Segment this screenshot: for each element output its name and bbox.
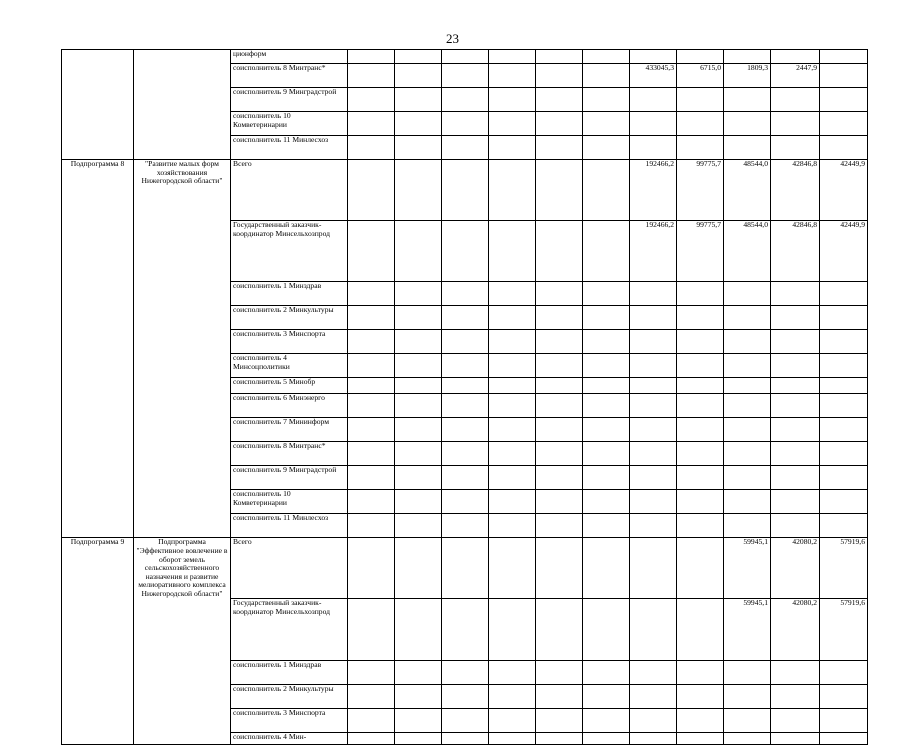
value-cell	[771, 684, 820, 708]
value-cell	[630, 394, 677, 418]
value-cell	[583, 684, 630, 708]
executor-cell: соисполнитель 7 Мининформ	[231, 418, 348, 442]
value-cell	[395, 684, 442, 708]
value-cell	[724, 514, 771, 538]
value-cell	[771, 732, 820, 744]
value-cell	[348, 599, 395, 660]
value-cell	[583, 466, 630, 490]
value-cell	[536, 306, 583, 330]
value-cell	[630, 88, 677, 112]
value-cell	[489, 354, 536, 378]
value-cell	[630, 50, 677, 64]
value-cell	[395, 221, 442, 282]
value-cell	[630, 538, 677, 599]
value-cell	[820, 88, 868, 112]
value-cell	[489, 732, 536, 744]
value-cell: 1809,3	[724, 64, 771, 88]
value-cell	[630, 354, 677, 378]
value-cell	[724, 660, 771, 684]
value-cell	[395, 660, 442, 684]
value-cell	[442, 599, 489, 660]
executor-cell: соисполнитель 9 Минградстрой	[231, 466, 348, 490]
executor-cell: соисполнитель 3 Минспорта	[231, 708, 348, 732]
budget-table	[61, 49, 868, 745]
value-cell	[395, 514, 442, 538]
value-cell	[771, 50, 820, 64]
value-cell	[536, 354, 583, 378]
value-cell	[583, 306, 630, 330]
executor-cell: соисполнитель 1 Минздрав	[231, 282, 348, 306]
value-cell	[536, 442, 583, 466]
value-cell	[820, 514, 868, 538]
value-cell	[348, 394, 395, 418]
value-cell	[489, 418, 536, 442]
value-cell	[677, 684, 724, 708]
value-cell	[442, 708, 489, 732]
value-cell	[677, 136, 724, 160]
value-cell	[442, 50, 489, 64]
value-cell	[536, 378, 583, 394]
value-cell	[583, 599, 630, 660]
value-cell	[724, 394, 771, 418]
executor-cell: Всего	[231, 538, 348, 599]
value-cell	[677, 418, 724, 442]
value-cell	[489, 684, 536, 708]
value-cell	[820, 136, 868, 160]
value-cell	[489, 136, 536, 160]
value-cell	[536, 282, 583, 306]
value-cell	[536, 112, 583, 136]
value-cell	[771, 708, 820, 732]
value-cell	[630, 599, 677, 660]
value-cell	[677, 88, 724, 112]
value-cell	[348, 306, 395, 330]
value-cell	[724, 282, 771, 306]
value-cell	[630, 466, 677, 490]
value-cell	[630, 136, 677, 160]
value-cell	[395, 490, 442, 514]
value-cell	[630, 442, 677, 466]
value-cell	[536, 466, 583, 490]
value-cell	[771, 442, 820, 466]
table-row	[62, 50, 868, 64]
value-cell	[677, 514, 724, 538]
value-cell	[536, 160, 583, 221]
value-cell	[630, 418, 677, 442]
value-cell	[442, 306, 489, 330]
value-cell: 48544,0	[724, 221, 771, 282]
value-cell	[442, 442, 489, 466]
value-cell: 99775,7	[677, 221, 724, 282]
value-cell	[395, 112, 442, 136]
value-cell	[348, 330, 395, 354]
page-number: 23	[446, 31, 459, 46]
value-cell: 192466,2	[630, 221, 677, 282]
value-cell	[395, 378, 442, 394]
value-cell: 42080,2	[771, 538, 820, 599]
value-cell	[724, 136, 771, 160]
value-cell	[583, 64, 630, 88]
value-cell	[442, 732, 489, 744]
value-cell	[536, 221, 583, 282]
value-cell	[677, 490, 724, 514]
value-cell	[820, 732, 868, 744]
subprogram-cell: Подпрограмма 9	[62, 538, 134, 744]
value-cell	[771, 88, 820, 112]
executor-cell: соисполнитель 1 Минздрав	[231, 660, 348, 684]
value-cell	[724, 442, 771, 466]
value-cell	[489, 50, 536, 64]
value-cell	[820, 50, 868, 64]
value-cell: 42846,8	[771, 221, 820, 282]
value-cell	[348, 354, 395, 378]
value-cell: 59945,1	[724, 538, 771, 599]
value-cell	[442, 330, 489, 354]
value-cell	[771, 378, 820, 394]
value-cell	[820, 418, 868, 442]
value-cell: 42449,9	[820, 160, 868, 221]
value-cell	[489, 160, 536, 221]
value-cell	[395, 306, 442, 330]
value-cell	[630, 490, 677, 514]
subprogram-name-cell: "Развитие малых форм хозяйствования Нижегородской области"	[134, 160, 231, 538]
value-cell	[348, 64, 395, 88]
value-cell	[489, 394, 536, 418]
value-cell	[820, 660, 868, 684]
value-cell	[536, 418, 583, 442]
value-cell	[489, 64, 536, 88]
value-cell: 57919,6	[820, 538, 868, 599]
value-cell	[489, 306, 536, 330]
value-cell	[442, 538, 489, 599]
value-cell: 99775,7	[677, 160, 724, 221]
value-cell	[489, 442, 536, 466]
value-cell	[771, 330, 820, 354]
subprogram-cell: Подпрограмма 8	[62, 160, 134, 538]
executor-cell: соисполнитель 5 Минобр	[231, 378, 348, 394]
value-cell	[771, 660, 820, 684]
value-cell	[442, 378, 489, 394]
value-cell	[583, 330, 630, 354]
value-cell	[536, 88, 583, 112]
value-cell	[677, 708, 724, 732]
value-cell	[348, 50, 395, 64]
value-cell	[630, 330, 677, 354]
value-cell	[820, 708, 868, 732]
value-cell	[348, 708, 395, 732]
value-cell	[583, 354, 630, 378]
executor-cell: соисполнитель 2 Минкультуры	[231, 306, 348, 330]
value-cell	[442, 354, 489, 378]
value-cell	[630, 306, 677, 330]
subprogram-cell	[62, 50, 134, 160]
value-cell	[583, 112, 630, 136]
value-cell	[348, 514, 395, 538]
value-cell	[536, 599, 583, 660]
value-cell	[442, 221, 489, 282]
value-cell	[583, 418, 630, 442]
value-cell	[442, 64, 489, 88]
value-cell	[489, 599, 536, 660]
value-cell	[820, 684, 868, 708]
value-cell	[583, 221, 630, 282]
value-cell	[724, 112, 771, 136]
value-cell	[348, 732, 395, 744]
value-cell	[395, 330, 442, 354]
executor-cell: соисполнитель 11 Минлесхоз	[231, 136, 348, 160]
value-cell	[489, 660, 536, 684]
value-cell	[677, 354, 724, 378]
value-cell	[583, 442, 630, 466]
value-cell	[348, 88, 395, 112]
value-cell	[724, 490, 771, 514]
value-cell	[677, 660, 724, 684]
value-cell	[677, 282, 724, 306]
value-cell	[820, 282, 868, 306]
value-cell	[677, 306, 724, 330]
value-cell	[583, 732, 630, 744]
value-cell	[348, 378, 395, 394]
value-cell	[395, 160, 442, 221]
value-cell	[395, 442, 442, 466]
executor-cell: соисполнитель 9 Минградстрой	[231, 88, 348, 112]
value-cell	[489, 378, 536, 394]
value-cell	[489, 490, 536, 514]
value-cell	[348, 282, 395, 306]
value-cell	[724, 88, 771, 112]
value-cell	[724, 732, 771, 744]
value-cell	[489, 538, 536, 599]
value-cell: 42080,2	[771, 599, 820, 660]
value-cell	[630, 684, 677, 708]
value-cell: 42449,9	[820, 221, 868, 282]
value-cell	[442, 282, 489, 306]
executor-cell: соисполнитель 8 Минтранс*	[231, 64, 348, 88]
executor-cell: ционформ	[231, 50, 348, 64]
value-cell	[771, 282, 820, 306]
value-cell	[677, 599, 724, 660]
value-cell	[489, 221, 536, 282]
value-cell	[583, 660, 630, 684]
value-cell	[395, 64, 442, 88]
subprogram-name-cell	[134, 50, 231, 160]
value-cell	[583, 708, 630, 732]
value-cell	[583, 88, 630, 112]
value-cell	[820, 64, 868, 88]
value-cell	[677, 466, 724, 490]
value-cell	[724, 418, 771, 442]
value-cell	[442, 660, 489, 684]
value-cell	[489, 514, 536, 538]
value-cell	[536, 136, 583, 160]
value-cell	[724, 50, 771, 64]
value-cell	[630, 660, 677, 684]
executor-cell: Всего	[231, 160, 348, 221]
value-cell	[536, 708, 583, 732]
value-cell	[348, 136, 395, 160]
value-cell	[677, 442, 724, 466]
value-cell	[583, 136, 630, 160]
value-cell	[442, 136, 489, 160]
value-cell	[820, 354, 868, 378]
value-cell	[536, 330, 583, 354]
value-cell	[348, 442, 395, 466]
value-cell: 42846,8	[771, 160, 820, 221]
value-cell: 59945,1	[724, 599, 771, 660]
value-cell	[820, 394, 868, 418]
executor-cell: соисполнитель 11 Минлесхоз	[231, 514, 348, 538]
value-cell	[820, 378, 868, 394]
value-cell	[536, 64, 583, 88]
value-cell	[348, 160, 395, 221]
value-cell	[724, 378, 771, 394]
executor-cell: соисполнитель 2 Минкультуры	[231, 684, 348, 708]
value-cell	[442, 160, 489, 221]
value-cell	[395, 354, 442, 378]
value-cell	[583, 378, 630, 394]
value-cell	[677, 330, 724, 354]
value-cell	[771, 136, 820, 160]
value-cell	[583, 160, 630, 221]
value-cell	[442, 514, 489, 538]
value-cell	[395, 708, 442, 732]
value-cell	[771, 490, 820, 514]
value-cell	[395, 538, 442, 599]
value-cell	[771, 418, 820, 442]
executor-cell: Государственный заказчик-координатор Минсельхозпрод	[231, 599, 348, 660]
value-cell	[442, 466, 489, 490]
value-cell	[489, 282, 536, 306]
value-cell	[630, 732, 677, 744]
value-cell	[489, 708, 536, 732]
value-cell	[820, 490, 868, 514]
value-cell	[395, 50, 442, 64]
value-cell	[536, 732, 583, 744]
executor-cell: соисполнитель 4 Мин-	[231, 732, 348, 744]
value-cell: 2447,9	[771, 64, 820, 88]
value-cell	[583, 394, 630, 418]
value-cell	[489, 330, 536, 354]
value-cell	[583, 282, 630, 306]
value-cell	[677, 112, 724, 136]
value-cell	[820, 466, 868, 490]
value-cell	[395, 88, 442, 112]
value-cell	[442, 490, 489, 514]
value-cell	[771, 394, 820, 418]
value-cell	[536, 660, 583, 684]
executor-cell: соисполнитель 8 Минтранс*	[231, 442, 348, 466]
value-cell	[677, 732, 724, 744]
value-cell	[395, 136, 442, 160]
executor-cell: соисполнитель 10 Комветеринарии	[231, 490, 348, 514]
value-cell	[536, 394, 583, 418]
table-row	[62, 538, 868, 599]
value-cell	[442, 418, 489, 442]
value-cell	[771, 514, 820, 538]
value-cell	[677, 538, 724, 599]
value-cell	[820, 442, 868, 466]
value-cell: 48544,0	[724, 160, 771, 221]
value-cell	[536, 514, 583, 538]
value-cell	[677, 50, 724, 64]
value-cell	[771, 354, 820, 378]
value-cell	[489, 88, 536, 112]
value-cell	[489, 466, 536, 490]
value-cell	[630, 378, 677, 394]
value-cell	[536, 50, 583, 64]
value-cell	[724, 330, 771, 354]
value-cell	[442, 88, 489, 112]
value-cell: 6715,0	[677, 64, 724, 88]
value-cell	[583, 490, 630, 514]
value-cell	[348, 684, 395, 708]
value-cell	[820, 330, 868, 354]
value-cell	[771, 306, 820, 330]
subprogram-name-cell: Подпрограмма "Эффективное вовлечение в оборот земель сельскохозяйственного назначения и развитие мелиоративного комплекса Нижегородской области"	[134, 538, 231, 744]
value-cell	[724, 306, 771, 330]
value-cell	[724, 466, 771, 490]
value-cell	[536, 684, 583, 708]
value-cell	[442, 684, 489, 708]
value-cell	[489, 112, 536, 136]
value-cell	[442, 394, 489, 418]
value-cell	[395, 394, 442, 418]
value-cell	[395, 418, 442, 442]
value-cell	[536, 490, 583, 514]
value-cell	[395, 282, 442, 306]
value-cell	[724, 354, 771, 378]
value-cell	[348, 538, 395, 599]
executor-cell: соисполнитель 3 Минспорта	[231, 330, 348, 354]
value-cell	[395, 732, 442, 744]
value-cell	[395, 599, 442, 660]
value-cell	[820, 306, 868, 330]
value-cell	[630, 282, 677, 306]
executor-cell: Государственный заказчик-координатор Минсельхозпрод	[231, 221, 348, 282]
value-cell	[348, 466, 395, 490]
value-cell	[442, 112, 489, 136]
value-cell	[536, 538, 583, 599]
executor-cell: соисполнитель 10 Комветеринарии	[231, 112, 348, 136]
executor-cell: соисполнитель 4 Минсоцполитики	[231, 354, 348, 378]
value-cell	[348, 418, 395, 442]
value-cell	[724, 684, 771, 708]
value-cell: 192466,2	[630, 160, 677, 221]
value-cell: 57919,6	[820, 599, 868, 660]
value-cell	[771, 466, 820, 490]
value-cell	[630, 112, 677, 136]
value-cell	[583, 538, 630, 599]
value-cell: 433045,3	[630, 64, 677, 88]
value-cell	[771, 112, 820, 136]
value-cell	[348, 660, 395, 684]
table-row	[62, 160, 868, 221]
value-cell	[630, 708, 677, 732]
value-cell	[395, 466, 442, 490]
value-cell	[348, 490, 395, 514]
value-cell	[820, 112, 868, 136]
value-cell	[583, 514, 630, 538]
value-cell	[677, 378, 724, 394]
executor-cell: соисполнитель 6 Минэнерго	[231, 394, 348, 418]
value-cell	[677, 394, 724, 418]
value-cell	[348, 112, 395, 136]
value-cell	[583, 50, 630, 64]
value-cell	[630, 514, 677, 538]
value-cell	[724, 708, 771, 732]
value-cell	[348, 221, 395, 282]
